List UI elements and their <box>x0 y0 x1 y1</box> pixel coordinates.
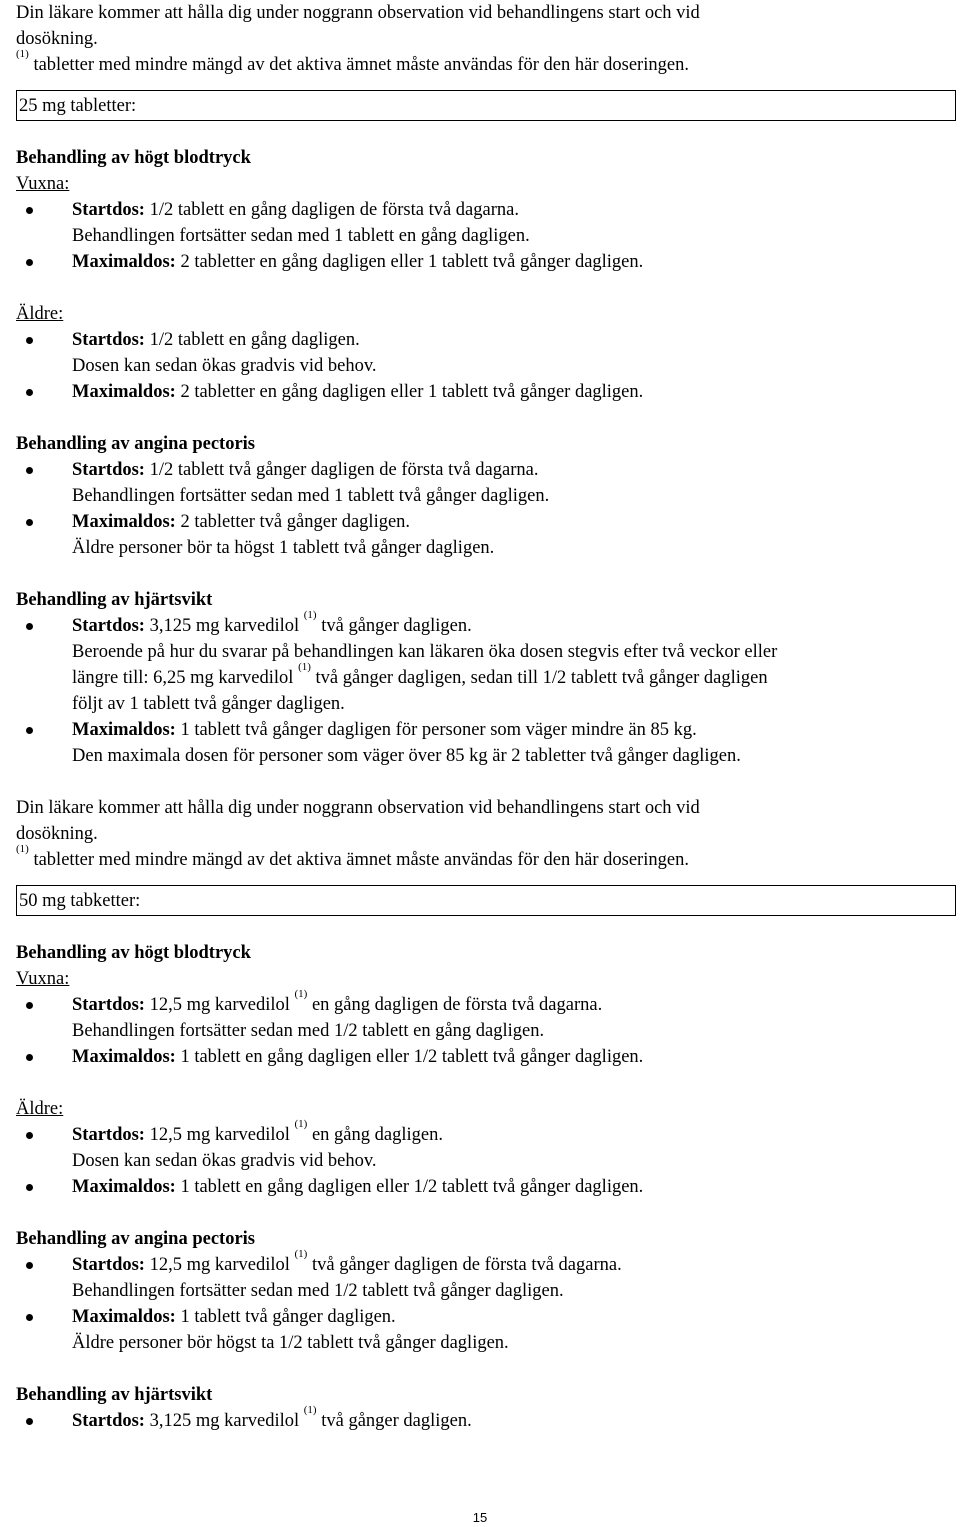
mid-line-1: Din läkare kommer att hålla dig under noggrann observation vid behandlingens start och vid <box>16 798 700 818</box>
intro-footnote: tabletter med mindre mängd av det aktiva ämnet måste användas för den här doseringen. <box>28 55 689 75</box>
list-item <box>16 1404 946 1434</box>
list-item <box>16 1174 946 1200</box>
dose-term: Maximaldos: <box>72 1047 176 1067</box>
bullet-icon <box>26 1002 33 1009</box>
bullet-icon <box>26 1184 33 1191</box>
dose-term: Startdos: <box>72 616 145 636</box>
heading-high-blood-pressure: Behandling av högt blodtryck <box>16 943 251 963</box>
bullet-icon <box>26 389 33 396</box>
dose-text: 2 tabletter en gång dagligen eller 1 tablett två gånger dagligen. <box>175 382 644 402</box>
dose-term: Startdos: <box>72 330 145 350</box>
bullet-icon <box>26 1262 33 1269</box>
dose-list-elderly <box>16 327 946 405</box>
dose-list-heart-failure <box>16 609 946 769</box>
dose-continuation: Behandlingen fortsätter sedan med 1 tablett två gånger dagligen. <box>72 486 550 506</box>
dose-text: 1 tablett två gånger dagligen för personer som väger mindre än 85 kg. <box>175 720 697 740</box>
section-box-50mg <box>16 885 956 916</box>
dose-term: Startdos: <box>72 1125 145 1145</box>
dose-list-angina <box>16 457 946 561</box>
intro-line-2: dosökning. <box>16 29 98 49</box>
footnote-marker: (1) <box>294 1118 308 1130</box>
bullet-icon <box>26 337 33 344</box>
dose-text: 1 tablett två gånger dagligen. <box>175 1307 396 1327</box>
dose-list-angina <box>16 1248 946 1356</box>
dose-continuation: Dosen kan sedan ökas gradvis vid behov. <box>72 356 377 376</box>
dose-continuation: Dosen kan sedan ökas gradvis vid behov. <box>72 1151 377 1171</box>
dose-continuation: två gånger dagligen, sedan till 1/2 tablett två gånger dagligen <box>310 668 768 688</box>
footnote-marker: (1) <box>298 661 311 673</box>
bullet-icon <box>26 1314 33 1321</box>
dose-continuation: Äldre personer bör högst ta 1/2 tablett två gånger dagligen. <box>72 1333 509 1353</box>
dose-continuation: Den maximala dosen för personer som väger över 85 kg är 2 tabletter två gånger dagligen. <box>72 746 741 766</box>
dose-text: två gånger dagligen. <box>316 616 472 636</box>
dose-continuation: Behandlingen fortsätter sedan med 1 tablett en gång dagligen. <box>72 226 530 246</box>
dose-text: 1/2 tablett en gång dagligen. <box>144 330 360 350</box>
dose-text: 2 tabletter en gång dagligen eller 1 tablett två gånger dagligen. <box>175 252 644 272</box>
bullet-icon <box>26 207 33 214</box>
heading-heart-failure: Behandling av hjärtsvikt <box>16 590 213 610</box>
label-elderly: Äldre: <box>16 1099 64 1119</box>
list-item <box>16 197 946 249</box>
dose-text: 3,125 mg karvedilol <box>144 616 304 636</box>
dose-continuation: längre till: 6,25 mg karvedilol <box>72 668 299 688</box>
bullet-icon <box>26 259 33 266</box>
dose-term: Startdos: <box>72 1255 145 1275</box>
list-item <box>16 1118 946 1174</box>
mid-paragraph <box>16 795 946 873</box>
list-item <box>16 1248 946 1304</box>
section-box-25mg <box>16 90 956 121</box>
bullet-icon <box>26 467 33 474</box>
dose-text: 3,125 mg karvedilol <box>144 1411 304 1431</box>
footnote-marker: (1) <box>294 1248 308 1260</box>
heading-angina: Behandling av angina pectoris <box>16 1229 256 1249</box>
dose-text: en gång dagligen de första två dagarna. <box>307 995 603 1015</box>
dose-text: en gång dagligen. <box>307 1125 443 1145</box>
dose-continuation: Behandlingen fortsätter sedan med 1/2 tablett två gånger dagligen. <box>72 1281 564 1301</box>
list-item <box>16 609 946 717</box>
heading-angina: Behandling av angina pectoris <box>16 434 256 454</box>
dose-term: Maximaldos: <box>72 382 176 402</box>
dose-text: två gånger dagligen. <box>316 1411 472 1431</box>
footnote-marker: (1) <box>303 1404 317 1416</box>
label-adults: Vuxna: <box>16 969 70 989</box>
list-item <box>16 1044 946 1070</box>
bullet-icon <box>26 1054 33 1061</box>
list-item <box>16 379 946 405</box>
dose-term: Maximaldos: <box>72 252 176 272</box>
list-item <box>16 988 946 1044</box>
list-item <box>16 249 946 275</box>
bullet-icon <box>26 623 33 630</box>
dose-text: 1/2 tablett en gång dagligen de första två dagarna. <box>144 200 519 220</box>
label-adults: Vuxna: <box>16 174 70 194</box>
dose-term: Startdos: <box>72 460 145 480</box>
dose-term: Startdos: <box>72 995 145 1015</box>
heading-heart-failure: Behandling av hjärtsvikt <box>16 1385 213 1405</box>
dose-term: Maximaldos: <box>72 1177 176 1197</box>
list-item <box>16 717 946 769</box>
dose-text: 1 tablett en gång dagligen eller 1/2 tablett två gånger dagligen. <box>175 1047 644 1067</box>
dose-continuation: Äldre personer bör ta högst 1 tablett två gånger dagligen. <box>72 538 495 558</box>
list-item <box>16 327 946 379</box>
label-elderly: Äldre: <box>16 304 64 324</box>
list-item <box>16 1304 946 1356</box>
section-label-25mg: 25 mg tabletter: <box>19 96 137 116</box>
dose-list-adults <box>16 197 946 275</box>
list-item <box>16 509 946 561</box>
section-label-50mg: 50 mg tabketter: <box>19 891 141 911</box>
dose-term: Maximaldos: <box>72 512 176 532</box>
dose-text: 1 tablett en gång dagligen eller 1/2 tablett två gånger dagligen. <box>175 1177 644 1197</box>
dose-list-elderly <box>16 1118 946 1200</box>
dose-text: 1/2 tablett två gånger dagligen de första två dagarna. <box>144 460 539 480</box>
dose-text: två gånger dagligen de första två dagarna. <box>307 1255 622 1275</box>
dose-text: 12,5 mg karvedilol <box>144 995 295 1015</box>
heading-high-blood-pressure: Behandling av högt blodtryck <box>16 148 251 168</box>
dose-text: 2 tabletter två gånger dagligen. <box>175 512 411 532</box>
footnote-marker: (1) <box>16 843 29 855</box>
page-number: 15 <box>472 1510 488 1525</box>
dose-term: Startdos: <box>72 1411 145 1431</box>
document-page <box>16 0 946 1434</box>
dose-term: Maximaldos: <box>72 720 176 740</box>
dose-continuation: följt av 1 tablett två gånger dagligen. <box>72 694 345 714</box>
dose-text: 12,5 mg karvedilol <box>144 1125 295 1145</box>
footnote-marker: (1) <box>294 988 308 1000</box>
dose-continuation: Beroende på hur du svarar på behandlingen kan läkaren öka dosen stegvis efter två veckor eller <box>72 642 778 662</box>
dose-list-adults <box>16 988 946 1070</box>
bullet-icon <box>26 519 33 526</box>
dose-term: Maximaldos: <box>72 1307 176 1327</box>
mid-footnote: tabletter med mindre mängd av det aktiva ämnet måste användas för den här doseringen. <box>28 850 689 870</box>
footnote-marker: (1) <box>303 609 317 621</box>
dose-continuation: Behandlingen fortsätter sedan med 1/2 tablett en gång dagligen. <box>72 1021 545 1041</box>
dose-text: 12,5 mg karvedilol <box>144 1255 295 1275</box>
dose-term: Startdos: <box>72 200 145 220</box>
intro-paragraph <box>16 0 946 78</box>
footnote-marker: (1) <box>16 48 29 60</box>
bullet-icon <box>26 1132 33 1139</box>
dose-list-heart-failure <box>16 1404 946 1434</box>
mid-line-2: dosökning. <box>16 824 98 844</box>
bullet-icon <box>26 727 33 734</box>
bullet-icon <box>26 1418 33 1425</box>
intro-line-1: Din läkare kommer att hålla dig under noggrann observation vid behandlingens start och vid <box>16 3 700 23</box>
list-item <box>16 457 946 509</box>
